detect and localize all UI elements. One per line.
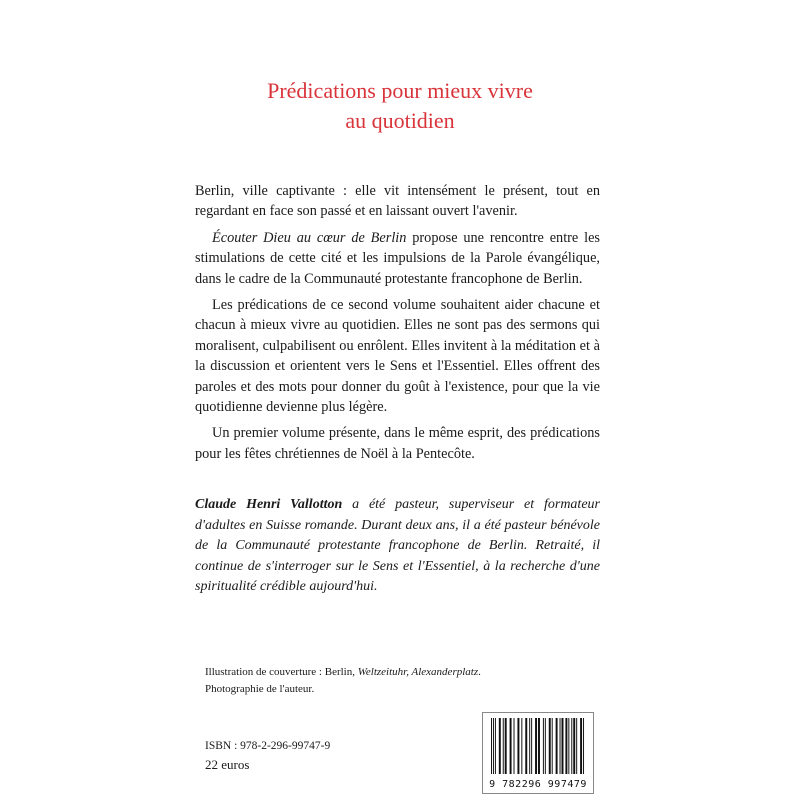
cover-illustration-credit <box>205 664 565 681</box>
barcode-bars <box>491 718 585 774</box>
author-name: Claude Henri Vallotton <box>195 497 343 512</box>
title-line-1: Prédications pour mieux vivre <box>267 78 533 103</box>
description-paragraph-4: Un premier volume présente, dans le même esprit, des prédications pour les fêtes chrétiennes de Noël à la Pentecôte. <box>195 425 600 462</box>
description-paragraph-2-text: propose une rencontre entre les stimulations de cette cité et les impulsions de la Parole évangélique, dans le cadre de la Communauté protestante francophone de Berlin. <box>195 229 600 287</box>
barcode-bar <box>529 718 530 774</box>
barcode <box>482 712 594 794</box>
author-bio-text: a été pasteur, superviseur et formateur d'adultes en Suisse romande. Durant deux ans, il a été pasteur bénévole de la Communauté protestante francophone de Berlin. Retraité, il continue de s'interroger sur le Sens et l'Essentiel, à la recherche d'une spiritualité crédible aujourd'hui. <box>195 497 600 595</box>
cover-credit-subject: Weltzeituhr, Alexanderplatz <box>357 666 479 678</box>
barcode-bar <box>499 718 501 774</box>
barcode-number: 9 782296 997479 <box>489 779 587 790</box>
barcode-bar <box>491 718 492 774</box>
barcode-bar <box>543 718 544 774</box>
title-line-2: au quotidien <box>345 108 455 133</box>
book-reference-title: Écouter Dieu au cœur de Berlin <box>212 229 407 246</box>
barcode-bar <box>495 718 496 774</box>
barcode-bar <box>556 718 558 774</box>
barcode-bar <box>576 718 577 774</box>
barcode-bar <box>493 718 494 774</box>
barcode-bar <box>525 718 527 774</box>
cover-credit-label: Illustration de couverture : Berlin, <box>205 666 358 678</box>
barcode-bar <box>538 718 540 774</box>
barcode-bar <box>562 718 564 774</box>
barcode-bar <box>531 718 532 774</box>
isbn: ISBN : 978-2-296-99747-9 <box>205 740 331 752</box>
barcode-bar <box>514 718 515 774</box>
barcode-bar <box>565 718 567 774</box>
book-description <box>195 181 600 470</box>
barcode-bar <box>580 718 582 774</box>
barcode-bar <box>560 718 561 774</box>
barcode-bar <box>552 718 553 774</box>
book-title <box>180 76 620 136</box>
barcode-bar <box>549 718 551 774</box>
cover-credit-end: . <box>478 666 481 678</box>
description-paragraph-2 <box>195 228 600 289</box>
barcode-bar <box>505 718 507 774</box>
photo-credit: Photographie de l'auteur. <box>205 683 315 695</box>
barcode-bar <box>571 718 572 774</box>
barcode-bar <box>521 718 522 774</box>
barcode-bar <box>535 718 537 774</box>
description-paragraph-3: Les prédications de ce second volume souhaitent aider chacune et chacun à mieux vivre au quotidien. Elles ne sont pas des sermons qui moralisent, culpabilisent ou enrôlent. Elles invitent à la méditation et à la discussion et orientent vers le Sens et l'Essentiel. Elles offrent des paroles et des mots pour donner du goût à l'existence, pour que la vie quotidienne devienne plus légère. <box>195 297 600 416</box>
barcode-bar <box>503 718 504 774</box>
barcode-bar <box>573 718 575 774</box>
price: 22 euros <box>205 757 250 772</box>
barcode-bar <box>568 718 569 774</box>
credits <box>205 664 565 698</box>
description-paragraph-1: Berlin, ville captivante : elle vit intensément le présent, tout en regardant en face son passé et en laissant ouvert l'avenir. <box>195 183 600 220</box>
author-bio <box>195 495 600 598</box>
barcode-bar <box>510 718 512 774</box>
barcode-bar <box>545 718 546 774</box>
barcode-bar <box>517 718 519 774</box>
barcode-bar <box>583 718 584 774</box>
